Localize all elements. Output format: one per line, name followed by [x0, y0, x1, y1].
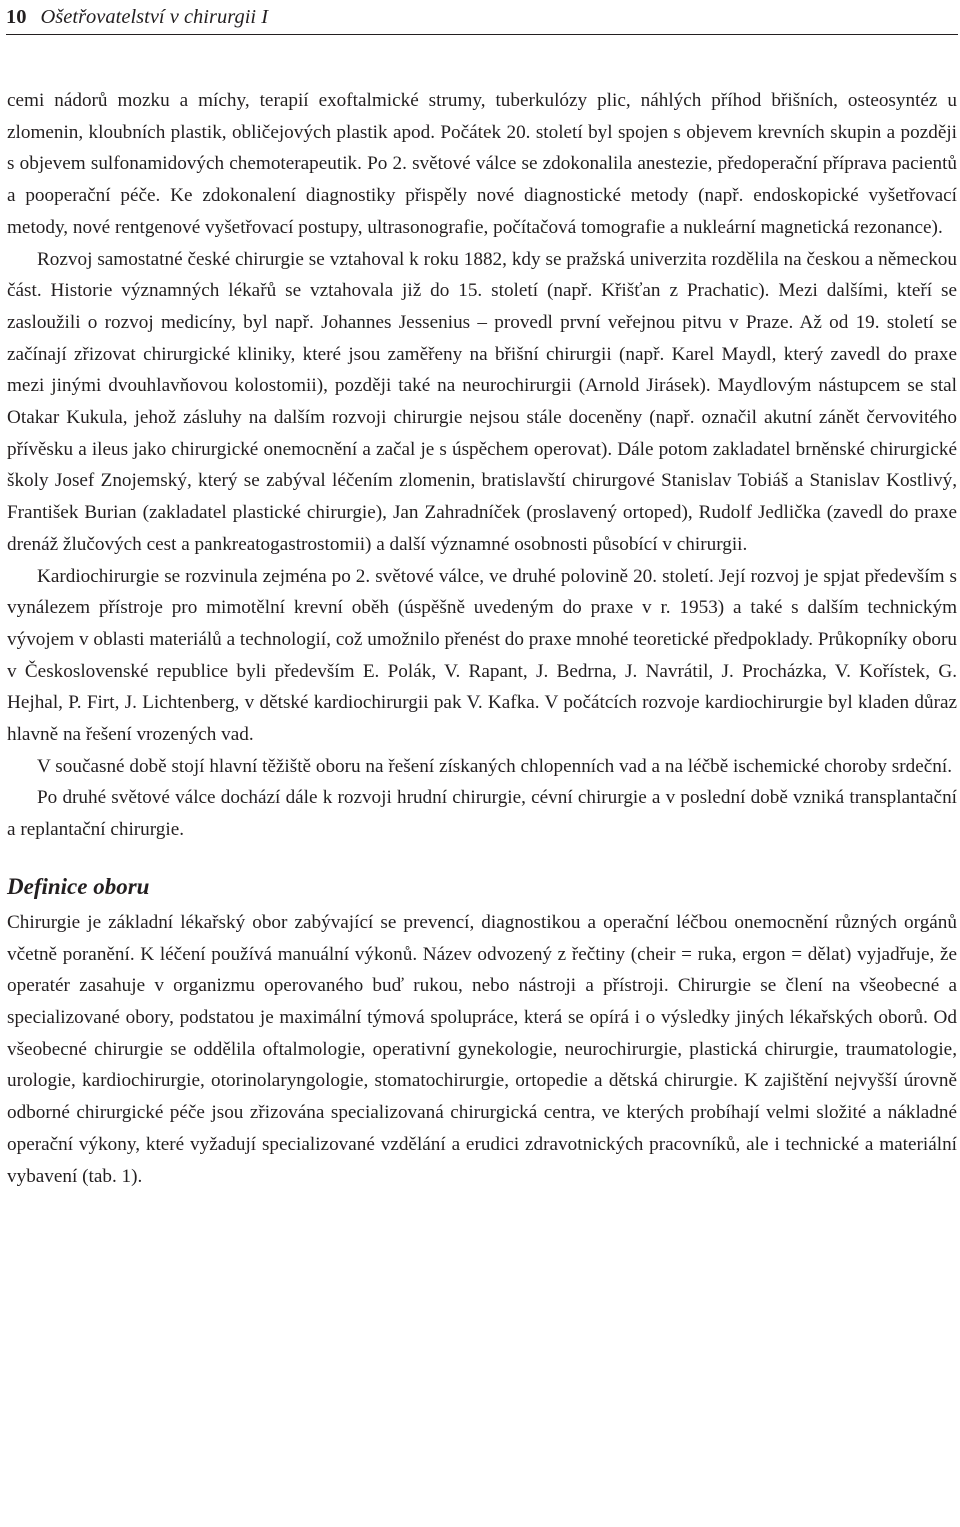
page-header: [6, 0, 958, 35]
page-number: 10: [6, 5, 27, 28]
body-text: [7, 85, 957, 1192]
running-title: Ošetřovatelství v chirurgii I: [40, 5, 269, 28]
paragraph-post-war: Po druhé světové válce dochází dále k rozvoji hrudní chirurgie, cévní chirurgie a v poslední době vzniká transplantační a replantační chirurgie.: [7, 787, 957, 841]
paragraph-cardiosurgery: Kardiochirurgie se rozvinula zejména po 2. světové válce, ve druhé polovině 20. století. Její rozvoj je spjat především s vynálezem přístroje pro mimotělní krevní oběh (úspěšně uvedeným do praxe v r. 1953) a také s dalším technickým vývojem v oblasti materiálů a technologií, což umožnilo přenést do praxe mnohé teoretické předpoklady. Průkopníky oboru v Československé republice byli především E. Polák, V. Rapant, J. Bedrna, J. Navrátil, J. Procházka, V. Kořístek, G. Hejhal, P. Firt, J. Lichtenberg, v dětské kardiochirurgii pak V. Kafka. V počátcích rozvoje kardiochirurgie byl kladen důraz hlavně na řešení vrozených vad.: [7, 565, 957, 746]
paragraph-czech-surgery: Rozvoj samostatné české chirurgie se vztahoval k roku 1882, kdy se pražská univerzita rozdělila na českou a německou část. Historie významných lékařů se vztahovala již do 15. století (např. Křišťan z Prachatic). Mezi dalšími, kteří se zasloužili o rozvoj medicíny, byl např. Johannes Jessenius – provedl první veřejnou pitvu v Praze. Až od 19. století se začínají zřizovat chirurgické kliniky, které jsou zaměřeny na břišní chirurgii (např. Karel Maydl, který zavedl do praxe mezi jinými dvouhlavňovou kolostomii), později také na neurochirurgii (Arnold Jirásek). Maydlovým nástupcem se stal Otakar Kukula, jehož zásluhy na dalším rozvoji chirurgie nejsou stále doceněny (např. označil akutní zánět červovitého přívěsku a ileus jako chirurgické onemocnění a začal je s úspěchem operovat). Dále potom zakladatel brněnské chirurgické školy Josef Znojemský, který se zabýval léčením zlomenin, bratislavští chirurgové Stanislav Tobiáš a Stanislav Kostlivý, František Burian (zakladatel plastické chirurgie), Jan Zahradníček (proslavený ortoped), Rudolf Jedlička (zavedl do praxe drenáž žlučových cest a pankreatogastrostomii) a další významné osobnosti působící v chirurgii.: [7, 248, 957, 555]
section-heading: Definice oboru: [7, 873, 150, 899]
paragraph-history-intro: cemi nádorů mozku a míchy, terapií exoftalmické strumy, tuberkulózy plic, náhlých příhod břišních, osteosyntéz u zlomenin, kloubních plastik, obličejových plastik apod. Počátek 20. století byl spojen s objevem krevních skupin a později s objevem sulfonamidových chemoterapeutik. Po 2. světové válce se zdokonalila anestezie, předoperační příprava pacientů a pooperační péče. Ke zdokonalení diagnostiky přispěly nové diagnostické metody (např. endoskopické vyšetřovací metody, nové rentgenové vyšetřovací postupy, ultrasonografie, počítačová tomografie a nukleární magnetická rezonance).: [7, 90, 957, 238]
paragraph-definition: Chirurgie je základní lékařský obor zabývající se prevencí, diagnostikou a operační léčbou onemocnění různých orgánů včetně poranění. K léčení používá manuální výkonů. Název odvozený z řečtiny (cheir = ruka, ergon = dělat) vyjadřuje, že operatér zasahuje v organizmu operovaného buď rukou, nebo nástroji a přístroji. Chirurgie se člení na všeobecné a specializované obory, podstatou je maximální týmová spolupráce, která se opírá i o výsledky jiných lékařských oborů. Od všeobecné chirurgie se oddělila oftalmologie, operativní gynekologie, neurochirurgie, plastická chirurgie, traumatologie, urologie, kardiochirurgie, otorinolaryngologie, stomatochirurgie, ortopedie a dětská chirurgie. K zajištění nejvyšší úrovně odborné chirurgické péče jsou zřizována specializovaná chirurgická centra, ve kterých probíhají velmi složité a nákladné operační výkony, které vyžadují specializované vzdělání a erudici zdravotnických pracovníků, ale i technické a materiální vybavení (tab. 1).: [7, 911, 957, 1187]
paragraph-current-focus: V současné době stojí hlavní těžiště oboru na řešení získaných chlopenních vad a na léčbě ischemické choroby srdeční.: [37, 755, 953, 777]
